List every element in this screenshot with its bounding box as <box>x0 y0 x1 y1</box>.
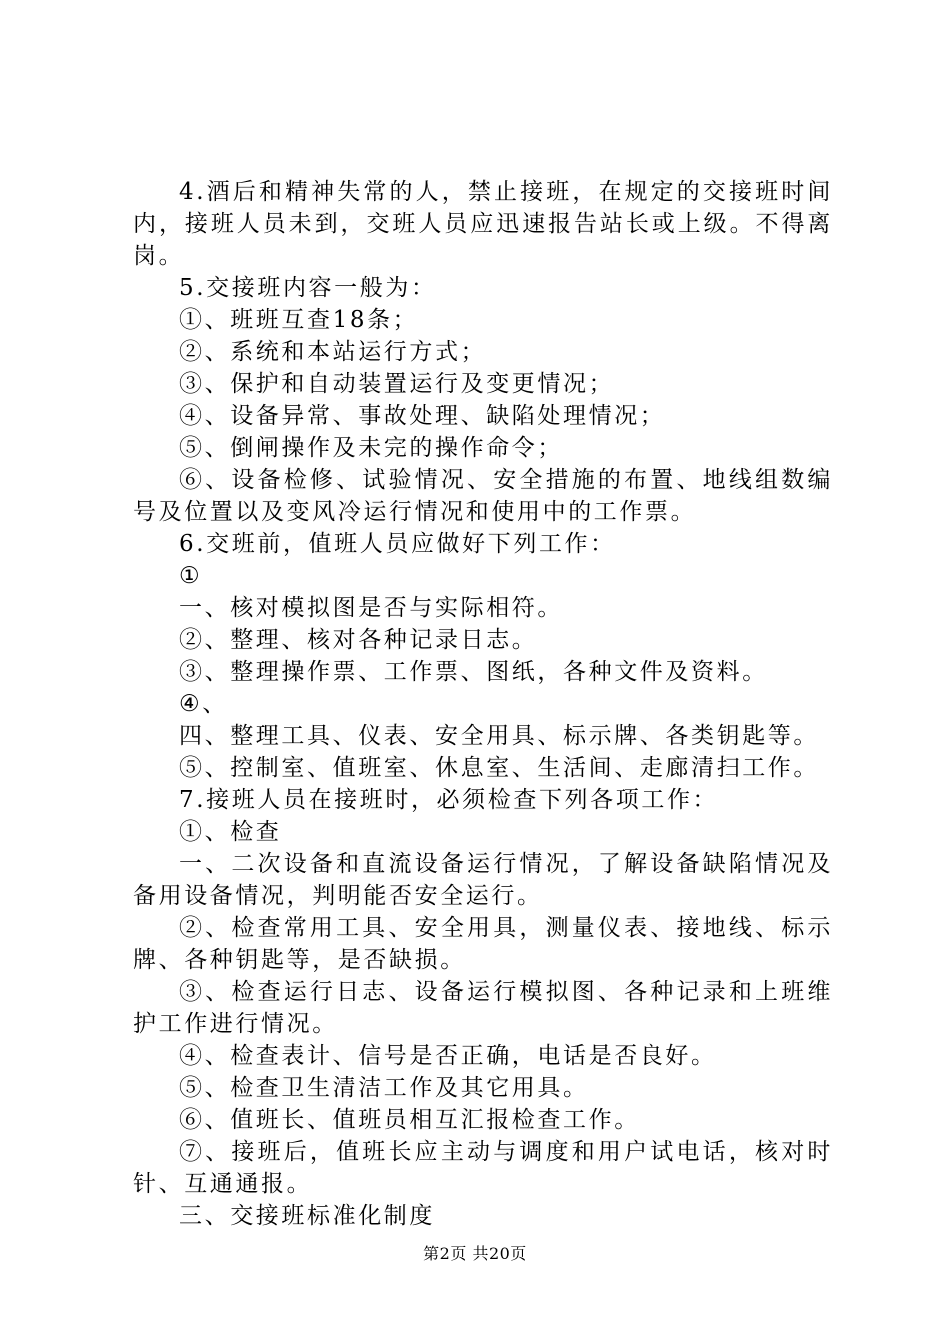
section-3-heading: 三、交接班标准化制度 <box>179 1203 435 1229</box>
paragraph-5-heading: 5.交接班内容一般为： <box>179 275 437 301</box>
list-item-7-5: ⑤、检查卫生清洁工作及其它用具。 <box>179 1075 589 1101</box>
paragraph-7-heading: 7.接班人员在接班时，必须检查下列各项工作： <box>179 787 719 813</box>
document-body <box>133 176 833 1232</box>
list-item-7-4: ④、检查表计、信号是否正确，电话是否良好。 <box>179 1043 717 1069</box>
list-item-7-1: 一、二次设备和直流设备运行情况，了解设备缺陷情况及备用设备情况，判明能否安全运行。 <box>133 851 833 909</box>
page-number-footer: 第2页 共20页 <box>423 1244 527 1263</box>
list-item-5-3: ③、保护和自动装置运行及变更情况； <box>179 371 615 397</box>
list-item-6-1-marker: ① <box>179 563 203 589</box>
list-item-5-2: ②、系统和本站运行方式； <box>179 339 487 365</box>
list-item-6-4: 四、整理工具、仪表、安全用具、标示牌、各类钥匙等。 <box>179 723 819 749</box>
list-item-6-4-marker: ④、 <box>179 691 228 717</box>
list-item-6-1: 一、核对模拟图是否与实际相符。 <box>179 595 563 621</box>
list-item-5-6: ⑥、设备检修、试验情况、安全措施的布置、地线组数编号及位置以及变风冷运行情况和使用中的工作票。 <box>133 467 833 525</box>
list-item-7-1-marker: ①、检查 <box>179 819 282 845</box>
paragraph-4-no-handover: 4.酒后和精神失常的人，禁止接班，在规定的交接班时间内，接班人员未到，交班人员应迅速报告站长或上级。不得离岗。 <box>133 179 833 269</box>
list-item-7-7: ⑦、接班后，值班长应主动与调度和用户试电话，核对时针、互通通报。 <box>133 1139 833 1197</box>
list-item-6-5: ⑤、控制室、值班室、休息室、生活间、走廊清扫工作。 <box>179 755 819 781</box>
list-item-5-5: ⑤、倒闸操作及未完的操作命令； <box>179 435 563 461</box>
list-item-5-1: ①、班班互查18条； <box>179 307 419 333</box>
paragraph-6-heading: 6.交班前，值班人员应做好下列工作： <box>179 531 616 557</box>
list-item-6-3: ③、整理操作票、工作票、图纸，各种文件及资料。 <box>179 659 768 685</box>
list-item-5-4: ④、设备异常、事故处理、缺陷处理情况； <box>179 403 666 429</box>
list-item-7-6: ⑥、值班长、值班员相互汇报检查工作。 <box>179 1107 640 1133</box>
list-item-7-2: ②、检查常用工具、安全用具，测量仪表、接地线、标示牌、各种钥匙等，是否缺损。 <box>133 915 833 973</box>
list-item-6-2: ②、整理、核对各种记录日志。 <box>179 627 538 653</box>
list-item-7-3: ③、检查运行日志、设备运行模拟图、各种记录和上班维护工作进行情况。 <box>133 979 833 1037</box>
